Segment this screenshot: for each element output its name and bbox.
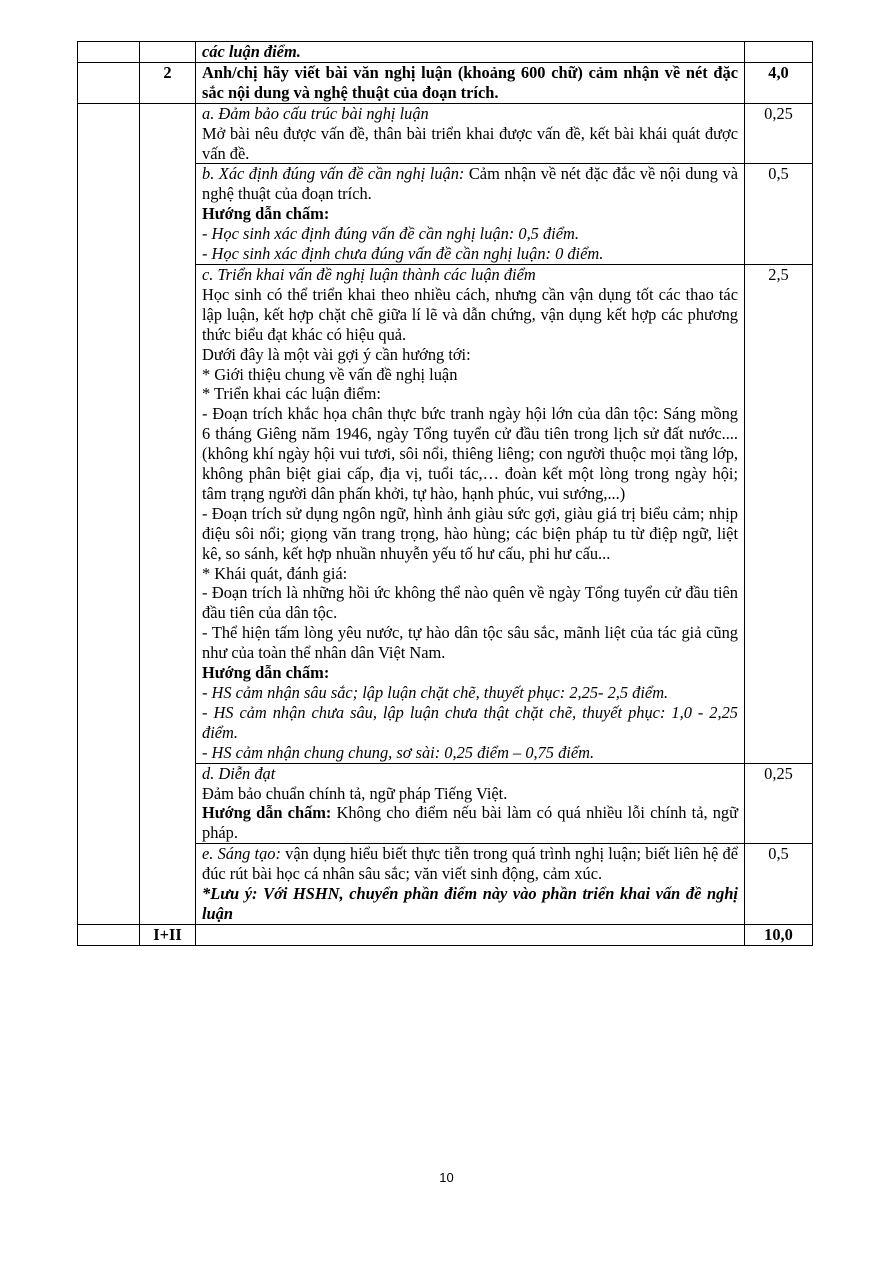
table-row [78, 42, 813, 63]
criterion-score: 0,5 [745, 844, 813, 925]
criterion-body: vận dụng hiểu biết thực tiễn trong quá trình nghị luận; biết liên hệ để đúc rút bài học cá nhân sâu sắc; văn viết sinh động, cảm xúc. [202, 844, 738, 884]
grading-guide-label: Hướng dẫn chấm: [202, 663, 330, 683]
part-cell [78, 62, 140, 103]
page-number: 10 [439, 1170, 454, 1185]
question-number: 2 [140, 62, 196, 103]
criterion-heading: e. Sáng tạo: [202, 844, 281, 864]
total-label: I+II [140, 924, 196, 945]
grading-guide-item: - Học sinh xác định đúng vấn đề cần nghị luận: 0,5 điểm. [202, 224, 579, 244]
criterion-body: Mở bài nêu được vấn đề, thân bài triển khai được vấn đề, kết bài khái quát được vấn đề. [202, 123, 738, 163]
grading-guide-item: - HS cảm nhận chung chung, sơ sài: 0,25 điểm – 0,75 điểm. [202, 742, 595, 762]
grading-guide-item: Không cho điểm nếu bài làm có quá nhiều lỗi chính tả, ngữ pháp. [202, 803, 738, 843]
criterion-a [196, 103, 745, 164]
question-number-cell [140, 103, 196, 924]
criterion-body: Đảm bảo chuẩn chính tả, ngữ pháp Tiếng Việt. [202, 783, 508, 803]
table-row [78, 62, 813, 103]
continued-text: các luận điểm. [202, 42, 301, 61]
criterion-d [196, 763, 745, 844]
note-text: *Lưu ý: Với HSHN, chuyển phần điểm này vào phần triển khai vấn đề nghị luận [202, 884, 738, 923]
part-cell [78, 103, 140, 924]
criterion-heading: d. Diễn đạt [202, 763, 276, 783]
criterion-score: 0,25 [745, 763, 813, 844]
question-score: 4,0 [745, 62, 813, 103]
part-cell [78, 42, 140, 63]
grading-guide-item: - HS cảm nhận chưa sâu, lập luận chưa thật chặt chẽ, thuyết phục: 1,0 - 2,25 điểm. [202, 702, 738, 742]
criterion-heading: a. Đảm bảo cấu trúc bài nghị luận [202, 103, 429, 123]
paragraph: * Giới thiệu chung về vấn đề nghị luận [202, 364, 458, 384]
criterion-body: Cảm nhận về nét đặc đắc về nội dung và nghệ thuật của đoạn trích. [202, 164, 738, 204]
question-number-cell [140, 42, 196, 63]
part-cell [78, 924, 140, 945]
table-row [78, 924, 813, 945]
grading-guide-item: - HS cảm nhận sâu sắc; lập luận chặt chẽ, thuyết phục: 2,25- 2,5 điểm. [202, 683, 669, 702]
criterion-heading: c. Triển khai vấn đề nghị luận thành các luận điểm [202, 264, 536, 284]
content-cell [196, 924, 745, 945]
paragraph: - Thể hiện tấm lòng yêu nước, tự hào dân tộc sâu sắc, mãnh liệt của tác giả cũng như của toàn thể nhân dân Việt Nam. [202, 623, 738, 663]
score-cell [745, 42, 813, 63]
paragraph: * Triển khai các luận điểm: [202, 384, 381, 404]
criterion-score: 0,25 [745, 103, 813, 164]
question-text: Anh/chị hãy viết bài văn nghị luận (khoảng 600 chữ) cảm nhận về nét đặc sắc nội dung và nghệ thuật của đoạn trích. [196, 62, 745, 103]
grading-guide-label: Hướng dẫn chấm: [202, 204, 330, 224]
paragraph: - Đoạn trích là những hồi ức không thể nào quên về ngày Tổng tuyển cử đầu tiên đầu tiên của dân tộc. [202, 583, 738, 623]
paragraph: - Đoạn trích sử dụng ngôn ngữ, hình ảnh giàu sức gợi, giàu giá trị biểu cảm; nhịp điệu sôi nổi; giọng văn trang trọng, hào hùng; các biện pháp tu từ điệp ngữ, liệt kê, so sánh, kết hợp nhuần nhuyễn yếu tố hư cấu, phi hư cấu... [202, 503, 738, 563]
paragraph: * Khái quát, đánh giá: [202, 563, 348, 583]
content-cell [196, 42, 745, 63]
table-row [78, 103, 813, 164]
criterion-score: 2,5 [745, 264, 813, 763]
total-score: 10,0 [745, 924, 813, 945]
criterion-b [196, 164, 745, 265]
grading-guide-label: Hướng dẫn chấm: [202, 803, 332, 823]
grading-guide-item: - Học sinh xác định chưa đúng vấn đề cần nghị luận: 0 điểm. [202, 244, 604, 264]
criterion-score: 0,5 [745, 164, 813, 265]
criterion-e [196, 844, 745, 925]
paragraph: Dưới đây là một vài gợi ý cần hướng tới: [202, 344, 471, 364]
answer-key-table [77, 41, 813, 946]
paragraph: - Đoạn trích khắc họa chân thực bức tranh ngày hội lớn của dân tộc: Sáng mồng 6 tháng Giêng năm 1946, ngày Tổng tuyển cử đầu tiên trong lịch sử đất nước.... (không khí ngày hội vui tươi, sôi nổi, thiêng liêng; con người thuộc mọi tầng lớp, không phân biệt giai cấp, địa vị, tuổi tác,… đoàn kết một lòng trong ngày hội; tâm trạng người dân phấn khởi, tự hào, hạnh phúc, vui sướng,...) [202, 404, 738, 503]
paragraph: Học sinh có thể triển khai theo nhiều cách, nhưng cần vận dụng tốt các thao tác lập luận, kết hợp chặt chẽ giữa lí lẽ và dẫn chứng, vận dụng kết hợp các phương thức biểu đạt khác có hiệu quả. [202, 284, 738, 344]
criterion-c [196, 264, 745, 763]
criterion-heading: b. Xác định đúng vấn đề cần nghị luận: [202, 164, 465, 184]
